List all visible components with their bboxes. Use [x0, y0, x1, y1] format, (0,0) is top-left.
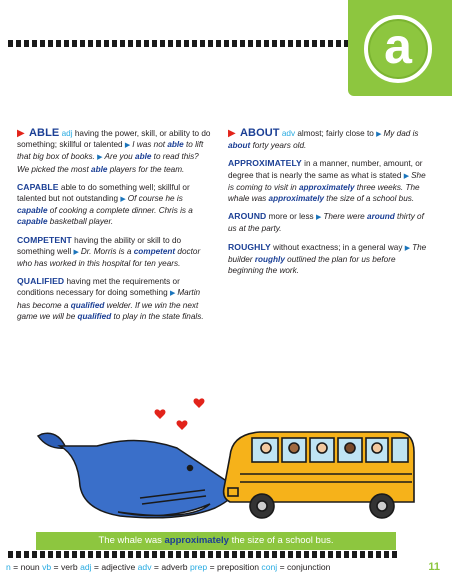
entry-definition: having the power, skill, or ability to do something; skillful or talented — [17, 129, 211, 150]
left-column — [17, 128, 213, 329]
caption-keyword: approximately — [164, 535, 229, 546]
legend-meaning: preposition — [216, 562, 260, 572]
top-checker-border — [8, 40, 348, 47]
letter-badge-text: a — [384, 18, 412, 74]
example-text: There were — [323, 212, 368, 222]
example-text: Dr. Morris is a — [80, 246, 134, 256]
entry-definition: able to do something well; skillful or talented but not outstanding — [17, 182, 190, 204]
example-text: The builder — [228, 242, 427, 264]
example-text: outlined the plan for us before beginning the work. — [228, 254, 396, 276]
letter-tab — [348, 0, 452, 96]
entry-headword: QUALIFIED — [17, 276, 65, 287]
heart-icon — [177, 420, 188, 430]
legend-meaning: conjunction — [286, 562, 331, 572]
caption-text: The whale was — [98, 535, 165, 546]
example-arrow-icon: ▶ — [169, 290, 176, 298]
example-text: to lift that big box of books. — [17, 140, 204, 162]
example-arrow-icon: ▶ — [120, 196, 126, 204]
example-keyword: around — [367, 212, 395, 222]
example-keyword: able — [135, 152, 152, 162]
example-text: I was not — [132, 140, 168, 150]
example-text: the size of a school bus. — [324, 194, 415, 204]
entry-part-of-speech: adv — [281, 129, 296, 138]
dictionary-entry — [17, 128, 213, 175]
dictionary-entry — [17, 276, 213, 322]
entry-headword: APPROXIMATELY — [228, 158, 302, 169]
legend-abbreviation: adv — [137, 562, 152, 572]
legend-abbreviation: vb — [42, 562, 52, 572]
entry-headword: ROUGHLY — [228, 241, 271, 252]
example-sentence — [91, 165, 184, 174]
entry-headword: COMPETENT — [17, 234, 72, 245]
example-keyword: capable — [17, 206, 48, 216]
example-arrow-icon: ▶ — [315, 214, 322, 222]
entry-definition: almost; fairly close to — [297, 129, 374, 138]
example-keyword: able — [167, 140, 184, 150]
example-keyword: roughly — [254, 254, 285, 264]
whale — [38, 433, 237, 518]
example-text: Of course he is — [127, 194, 183, 204]
example-arrow-icon: ▶ — [376, 131, 382, 138]
entry-definition: having met the requirements or conditions necessary for doing something — [17, 277, 180, 298]
dictionary-entry — [17, 235, 213, 270]
legend-meaning: verb — [60, 562, 78, 572]
example-arrow-icon: ▶ — [403, 172, 410, 180]
heart-icon — [194, 398, 205, 408]
dictionary-entry — [228, 158, 432, 204]
example-text: Martin has become a — [17, 288, 201, 310]
example-keyword: qualified — [77, 311, 112, 321]
caption-text: the size of a school bus. — [228, 535, 334, 546]
part-of-speech-legend: n = noun vb = verb adj = adjective adv = adverb prep = preposition conj = conjunction — [6, 562, 331, 572]
bottom-checker-border — [8, 551, 398, 558]
dictionary-entry — [17, 182, 213, 228]
legend-abbreviation: conj — [261, 562, 278, 572]
example-text: players for the team. — [107, 164, 185, 174]
example-keyword: approximately — [268, 194, 325, 204]
school-bus — [224, 432, 414, 518]
entry-definition: without exactness; in a general way — [273, 242, 403, 252]
example-arrow-icon: ▶ — [404, 244, 411, 252]
entry-definition: having the ability or skill to do something well — [17, 235, 182, 256]
example-text: basketball player. — [47, 217, 114, 227]
legend-abbreviation: adj — [80, 562, 92, 572]
page-number: 11 — [428, 561, 440, 573]
letter-badge — [364, 15, 432, 83]
right-column — [228, 128, 432, 283]
example-sentence — [269, 194, 415, 203]
entry-arrow-icon: ▶ — [228, 128, 236, 139]
dictionary-entry — [228, 211, 432, 234]
entry-headword: CAPABLE — [17, 181, 59, 192]
example-text: Are you — [104, 152, 136, 162]
entry-definition: in a manner, number, amount, or degree that is nearly the same as what is stated — [228, 159, 423, 180]
dictionary-entry — [228, 128, 432, 151]
entry-arrow-icon: ▶ — [17, 128, 25, 139]
example-arrow-icon: ▶ — [124, 142, 131, 150]
example-keyword: capable — [17, 217, 48, 227]
entry-definition: more or less — [268, 212, 314, 222]
example-keyword: approximately — [298, 182, 355, 192]
example-sentence — [78, 312, 204, 321]
example-keyword: qualified — [70, 300, 105, 310]
example-arrow-icon: ▶ — [73, 248, 79, 256]
entry-headword: ABOUT — [239, 127, 280, 139]
example-keyword: competent — [133, 246, 176, 256]
entry-headword: ABLE — [28, 127, 60, 139]
legend-abbreviation: prep — [189, 562, 208, 572]
entry-headword: AROUND — [228, 211, 267, 222]
illustration-caption — [36, 532, 396, 550]
example-sentence — [17, 217, 113, 226]
example-text: to read this? We picked the most — [17, 152, 199, 174]
dictionary-entry — [228, 242, 432, 277]
legend-meaning: noun — [20, 562, 40, 572]
legend-meaning: adverb — [161, 562, 188, 572]
example-text: to play in the state finals. — [111, 311, 204, 321]
example-text: My dad is — [383, 129, 419, 138]
example-text: She is coming to visit in — [228, 170, 426, 192]
example-text: welder. If we win the next game we will be — [17, 300, 199, 321]
heart-icon — [155, 409, 166, 419]
example-text: of cooking a complete dinner. Chris is a — [47, 206, 193, 216]
legend-meaning: adjective — [101, 562, 136, 572]
example-text: doctor who has worked in this hospital for ten years. — [17, 246, 201, 269]
legend-abbreviation: n — [6, 562, 11, 572]
example-text: forty years old. — [250, 141, 307, 151]
whale-and-bus-illustration — [0, 388, 452, 538]
entry-part-of-speech: adj — [61, 129, 73, 138]
example-keyword: about — [228, 141, 251, 151]
example-arrow-icon: ▶ — [97, 154, 103, 162]
example-keyword: able — [91, 164, 108, 174]
example-text: three weeks. The whale was — [228, 182, 420, 204]
example-text: thirty of us at the party. — [228, 212, 424, 234]
